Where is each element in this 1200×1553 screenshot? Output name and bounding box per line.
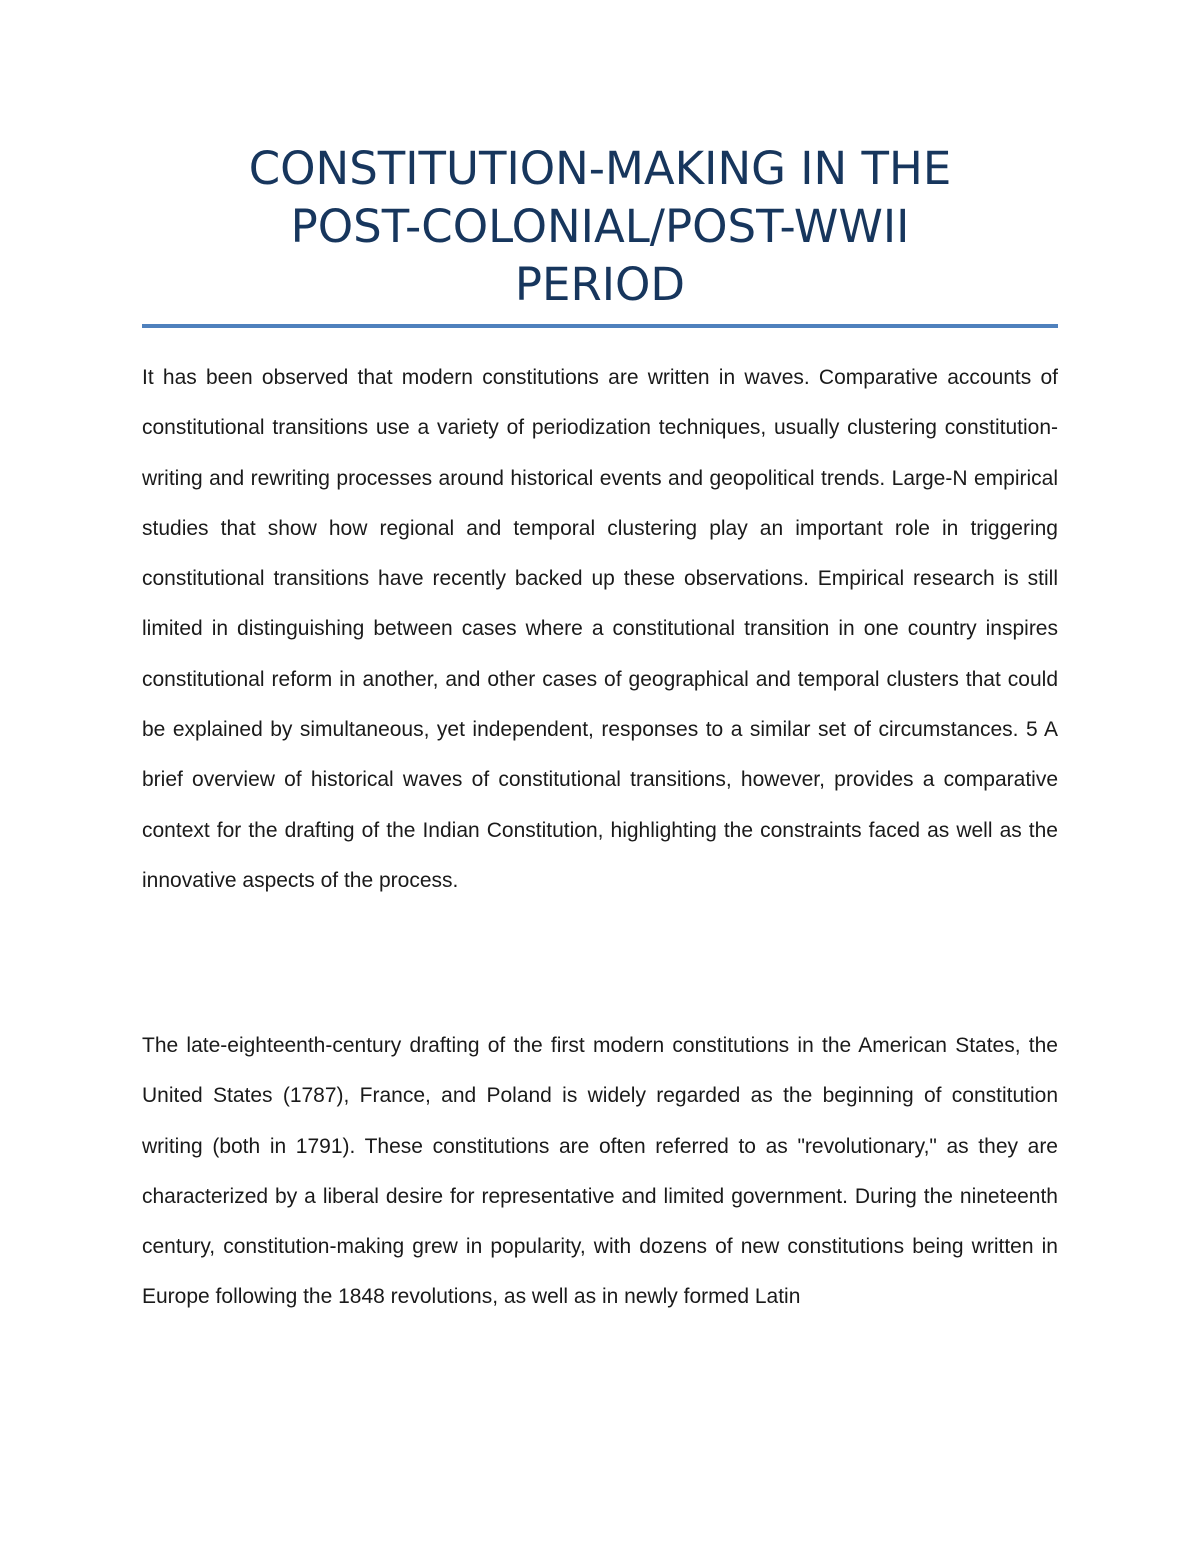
title-line-2: POST-COLONIAL/POST-WWII — [290, 200, 910, 253]
document-title — [142, 140, 1058, 314]
paragraph-1: It has been observed that modern constitutions are written in waves. Comparative accounts of constitutional transitions use a variety of periodization techniques, usually clustering constitution-writing and rewriting processes around historical events and geopolitical trends. Large-N empirical studies that show how regional and temporal clustering play an important role in triggering constitutional transitions have recently backed up these observations. Empirical research is still limited in distinguishing between cases where a constitutional transition in one country inspires constitutional reform in another, and other cases of geographical and temporal clusters that could be explained by simultaneous, yet independent, responses to a similar set of circumstances. 5 A brief overview of historical waves of constitutional transitions, however, provides a comparative context for the drafting of the Indian Constitution, highlighting the constraints faced as well as the innovative aspects of the process. — [142, 366, 1058, 892]
title-line-3: PERIOD — [514, 258, 686, 311]
title-underline-divider — [142, 324, 1058, 328]
title-line-1: CONSTITUTION-MAKING IN THE — [248, 142, 952, 195]
paragraph-2: The late-eighteenth-century drafting of the first modern constitutions in the American States, the United States (1787), France, and Poland is widely regarded as the beginning of constitution writing (both in 1791). These constitutions are often referred to as "revolutionary," as they are characterized by a liberal desire for representative and limited government. During the nineteenth century, constitution-making grew in popularity, with dozens of new constitutions being written in Europe following the 1848 revolutions, as well as in newly formed Latin — [142, 1034, 1058, 1309]
